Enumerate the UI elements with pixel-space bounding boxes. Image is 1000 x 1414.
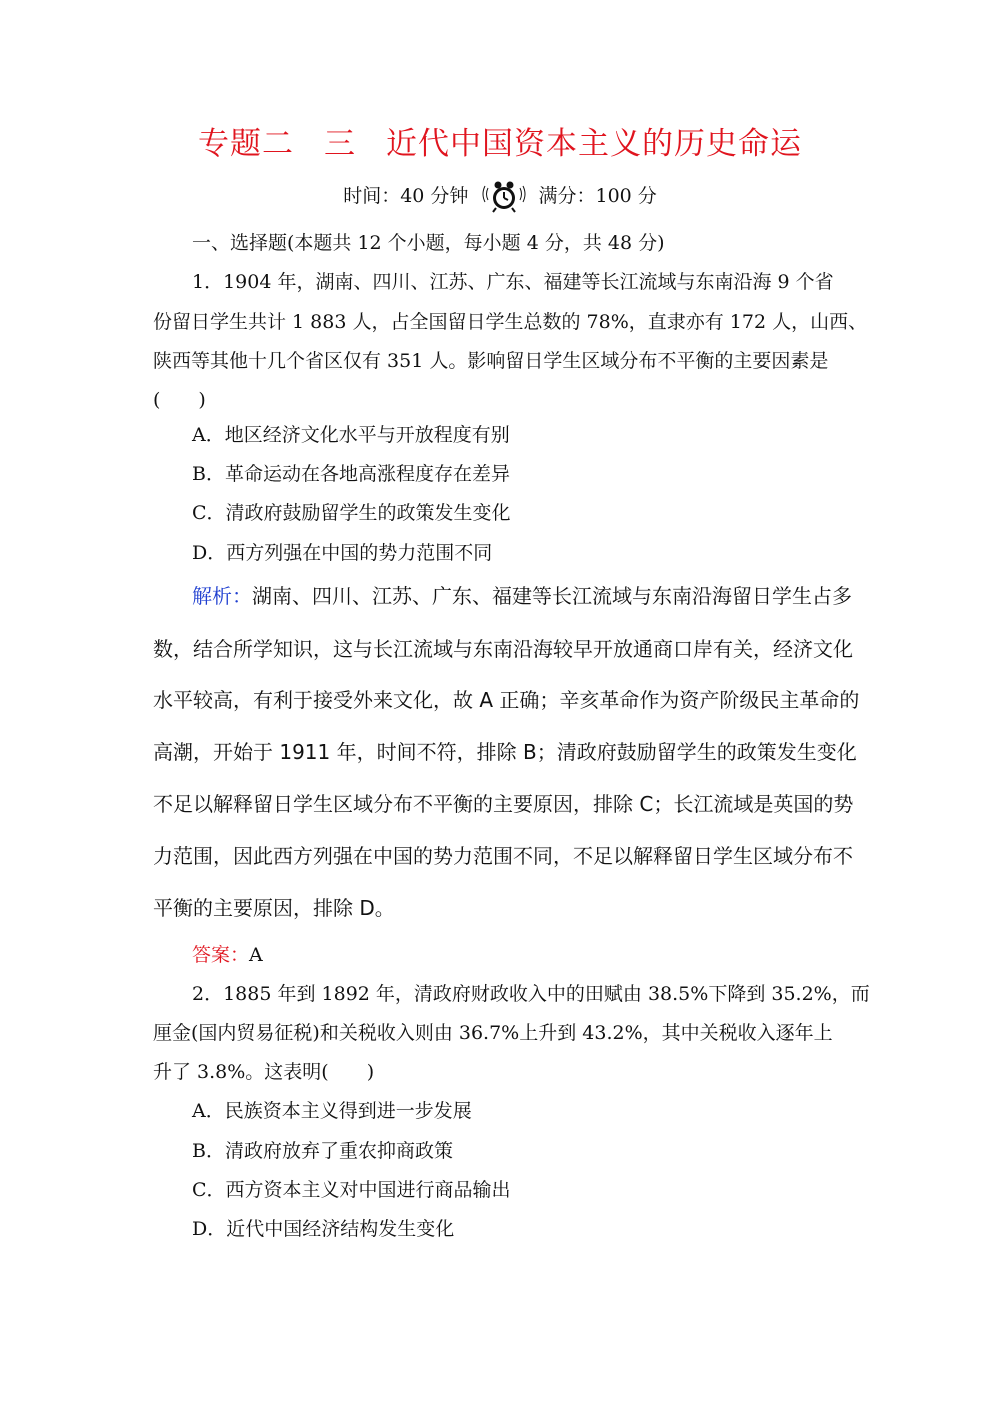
q1-analysis-line: 水平较高，有利于接受外来文化，故 A 正确；辛亥革命作为资产阶级民主革命的 [153,688,860,712]
q2-stem-line: 2．1885 年到 1892 年，清政府财政收入中的田赋由 38.5%下降到 35.2%，而 [192,983,870,1005]
q1-analysis-line: 力范围，因此西方列强在中国的势力范围不同，不足以解释留日学生区域分布不 [153,844,853,868]
answer-label: 答案： [192,944,250,966]
q2-option-d: D．近代中国经济结构发生变化 [192,1218,455,1240]
q1-analysis-line: 平衡的主要原因，排除 D。 [153,896,395,920]
full-score: 满分：100 分 [538,185,657,207]
q1-analysis-line: 不足以解释留日学生区域分布不平衡的主要原因，排除 C；长江流域是英国的势 [153,792,854,816]
q2-stem-line: 厘金(国内贸易征税)和关税收入则由 36.7%上升到 43.2%，其中关税收入逐年上 [153,1022,833,1044]
q1-stem-line: 陕西等其他十几个省区仅有 351 人。影响留日学生区域分布不平衡的主要因素是 [153,350,829,372]
q1-analysis-first-line [192,586,852,606]
analysis-label: 解析： [192,584,252,608]
time-limit: 时间：40 分钟 [343,185,469,207]
q2-option-a: A．民族资本主义得到进一步发展 [192,1100,472,1122]
q2-option-b: B．清政府放弃了重农抑商政策 [192,1140,453,1162]
alarm-clock-icon [482,180,526,214]
q1-answer [192,946,263,965]
title-subject: 近代中国资本主义的历史命运 [386,126,802,162]
q2-stem-line: 升了 3.8%。这表明( ) [153,1061,375,1083]
title-topic: 专题二 [198,126,294,162]
page-title [0,118,1000,163]
section-heading: 一、选择题(本题共 12 个小题，每小题 4 分，共 48 分) [192,232,665,254]
q2-option-c: C．西方资本主义对中国进行商品输出 [192,1179,511,1201]
q1-option-b: B．革命运动在各地高涨程度存在差异 [192,463,510,485]
q1-analysis-line: 数，结合所学知识，这与长江流域与东南沿海较早开放通商口岸有关，经济文化 [153,637,853,661]
q1-option-c: C．清政府鼓励留学生的政策发生变化 [192,502,511,524]
q1-stem-line: 份留日学生共计 1 883 人，占全国留日学生总数的 78%，直隶亦有 172 人，山西、 [153,311,868,333]
answer-value: A [249,944,263,966]
exam-meta [0,180,1000,214]
q1-option-d: D．西方列强在中国的势力范围不同 [192,542,493,564]
analysis-text: 湖南、四川、江苏、广东、福建等长江流域与东南沿海留日学生占多 [252,584,852,608]
q1-analysis-line: 高潮，开始于 1911 年，时间不符，排除 B；清政府鼓励留学生的政策发生变化 [153,740,857,764]
title-number: 三 [324,126,356,162]
q1-answer-blank: ( ) [153,389,206,411]
q1-stem-line: 1．1904 年，湖南、四川、江苏、广东、福建等长江流域与东南沿海 9 个省 [192,271,834,293]
q1-option-a: A．地区经济文化水平与开放程度有别 [192,424,510,446]
